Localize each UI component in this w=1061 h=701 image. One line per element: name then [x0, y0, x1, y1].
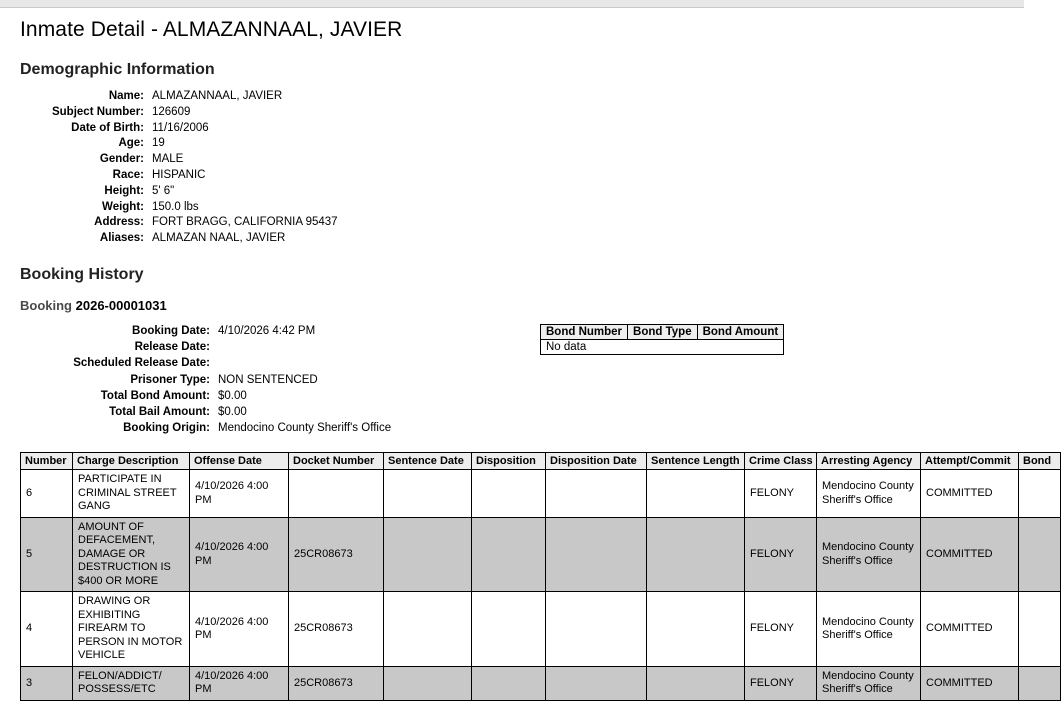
demographic-fields: [20, 89, 1024, 247]
bond-col-bond-number: Bond Number: [541, 324, 628, 339]
charges-col-attempt-commit: Attempt/Commit: [921, 453, 1019, 470]
value-race: HISPANIC: [152, 168, 206, 181]
charges-col-offense-date: Offense Date: [190, 453, 289, 470]
booking-fields: [20, 323, 540, 436]
demographic-row-height: [20, 184, 1024, 200]
cell-docket-number: 25CR08673: [289, 517, 384, 592]
cell-arresting-agency: Mendocino County Sheriff's Office: [817, 592, 921, 667]
cell-sentence-length: [647, 592, 745, 667]
cell-bond: [1019, 517, 1061, 592]
booking-number: 2026-00001031: [75, 297, 167, 313]
demographic-row-age: [20, 136, 1024, 152]
cell-number: 6: [21, 470, 73, 518]
cell-sentence-date: [384, 666, 472, 700]
cell-disposition: [472, 592, 546, 667]
cell-number: 4: [21, 592, 73, 667]
table-row: [21, 517, 1061, 592]
cell-sentence-date: [384, 517, 472, 592]
cell-arresting-agency: Mendocino County Sheriff's Office: [817, 470, 921, 518]
value-total-bond-amount: $0.00: [218, 389, 247, 402]
bond-table-empty-row: [541, 339, 784, 354]
label-date-of-birth: Date of Birth:: [71, 121, 144, 134]
value-prisoner-type: NON SENTENCED: [218, 373, 318, 386]
cell-offense-date: 4/10/2026 4:00 PM: [190, 592, 289, 667]
cell-attempt-commit: COMMITTED: [921, 470, 1019, 518]
label-age: Age:: [118, 137, 144, 150]
value-address: FORT BRAGG, CALIFORNIA 95437: [152, 216, 338, 229]
charges-col-disposition: Disposition: [472, 453, 546, 470]
cell-bond: [1019, 666, 1061, 700]
cell-sentence-date: [384, 592, 472, 667]
cell-crime-class: FELONY: [745, 517, 817, 592]
charges-col-crime-class: Crime Class: [745, 453, 817, 470]
bond-table: [540, 324, 784, 355]
cell-charge-description: DRAWING OR EXHIBITING FIREARM TO PERSON IN MOTOR VEHICLE: [73, 592, 190, 667]
demographic-row-aliases: [20, 231, 1024, 247]
inmate-detail-page: [0, 18, 1052, 701]
bond-table-header-row: [541, 324, 784, 339]
value-date-of-birth: 11/16/2006: [152, 121, 209, 134]
charges-col-number: Number: [21, 453, 73, 470]
label-aliases: Aliases:: [99, 232, 144, 245]
cell-attempt-commit: COMMITTED: [921, 666, 1019, 700]
bond-col-bond-type: Bond Type: [628, 324, 698, 339]
charges-col-charge-description: Charge Description: [73, 453, 190, 470]
bond-col-bond-amount: Bond Amount: [697, 324, 784, 339]
booking-number-heading: [20, 298, 1024, 313]
value-weight: 150.0 lbs: [152, 200, 199, 213]
cell-crime-class: FELONY: [745, 592, 817, 667]
booking-label: Booking: [20, 297, 72, 313]
charges-col-disposition-date: Disposition Date: [546, 453, 647, 470]
charges-table: [20, 452, 1061, 701]
demographic-row-address: [20, 215, 1024, 231]
cell-disposition-date: [546, 592, 647, 667]
demographic-section-heading: Demographic Information: [20, 61, 215, 78]
cell-number: 3: [21, 666, 73, 700]
cell-charge-description: AMOUNT OF DEFACEMENT, DAMAGE OR DESTRUCTION IS $400 OR MORE: [73, 517, 190, 592]
booking-row-scheduled-release-date: [20, 355, 540, 371]
booking-row-release-date: [20, 339, 540, 355]
cell-crime-class: FELONY: [745, 470, 817, 518]
charges-col-docket-number: Docket Number: [289, 453, 384, 470]
label-scheduled-release-date: Scheduled Release Date:: [73, 357, 210, 370]
label-release-date: Release Date:: [134, 341, 210, 354]
cell-offense-date: 4/10/2026 4:00 PM: [190, 517, 289, 592]
label-height: Height:: [104, 184, 144, 197]
cell-sentence-date: [384, 470, 472, 518]
browser-top-bar: [0, 0, 1024, 8]
charges-col-bond: Bond: [1019, 453, 1061, 470]
table-row: [21, 470, 1061, 518]
demographic-row-race: [20, 168, 1024, 184]
cell-arresting-agency: Mendocino County Sheriff's Office: [817, 517, 921, 592]
cell-number: 5: [21, 517, 73, 592]
cell-disposition: [472, 666, 546, 700]
charges-header-row: [21, 453, 1061, 470]
booking-row-booking-date: [20, 323, 540, 339]
cell-disposition-date: [546, 517, 647, 592]
cell-attempt-commit: COMMITTED: [921, 592, 1019, 667]
booking-detail-block: [20, 323, 1024, 436]
cell-offense-date: 4/10/2026 4:00 PM: [190, 470, 289, 518]
value-name: ALMAZANNAAL, JAVIER: [152, 90, 283, 102]
cell-bond: [1019, 592, 1061, 667]
label-booking-date: Booking Date:: [132, 324, 210, 337]
table-row: [21, 666, 1061, 700]
bond-table-no-data: No data: [541, 339, 784, 354]
cell-disposition: [472, 517, 546, 592]
label-gender: Gender:: [99, 153, 144, 166]
cell-disposition-date: [546, 666, 647, 700]
cell-charge-description: FELON/ADDICT/ POSSESS/ETC: [73, 666, 190, 700]
value-booking-date: 4/10/2026 4:42 PM: [218, 324, 316, 337]
table-row: [21, 592, 1061, 667]
label-address: Address:: [94, 216, 144, 229]
value-age: 19: [152, 137, 165, 150]
label-booking-origin: Booking Origin:: [123, 422, 210, 435]
cell-docket-number: [289, 470, 384, 518]
charges-col-arresting-agency: Arresting Agency: [817, 453, 921, 470]
cell-offense-date: 4/10/2026 4:00 PM: [190, 666, 289, 700]
label-weight: Weight:: [102, 200, 144, 213]
label-subject-number: Subject Number:: [51, 105, 144, 118]
value-subject-number: 126609: [152, 105, 191, 118]
value-total-bail-amount: $0.00: [218, 405, 247, 418]
value-gender: MALE: [152, 153, 184, 166]
demographic-row-weight: [20, 200, 1024, 216]
booking-row-total-bail-amount: [20, 404, 540, 420]
booking-row-booking-origin: [20, 420, 540, 436]
demographic-row-date-of-birth: [20, 121, 1024, 137]
demographic-row-subject-number: [20, 105, 1024, 121]
demographic-row-name: [20, 89, 1024, 105]
value-aliases: ALMAZAN NAAL, JAVIER: [152, 232, 286, 245]
cell-sentence-length: [647, 517, 745, 592]
label-race: Race:: [112, 168, 144, 181]
cell-docket-number: 25CR08673: [289, 592, 384, 667]
charges-col-sentence-date: Sentence Date: [384, 453, 472, 470]
booking-row-total-bond-amount: [20, 388, 540, 404]
cell-charge-description: PARTICIPATE IN CRIMINAL STREET GANG: [73, 470, 190, 518]
label-name: Name:: [108, 90, 144, 102]
cell-arresting-agency: Mendocino County Sheriff's Office: [817, 666, 921, 700]
cell-attempt-commit: COMMITTED: [921, 517, 1019, 592]
label-prisoner-type: Prisoner Type:: [130, 373, 210, 386]
cell-sentence-length: [647, 470, 745, 518]
cell-crime-class: FELONY: [745, 666, 817, 700]
value-booking-origin: Mendocino County Sheriff's Office: [218, 422, 392, 435]
demographic-row-gender: [20, 152, 1024, 168]
page-title: Inmate Detail - ALMAZANNAAL, JAVIER: [20, 18, 403, 41]
booking-row-prisoner-type: [20, 372, 540, 388]
charges-col-sentence-length: Sentence Length: [647, 453, 745, 470]
cell-disposition-date: [546, 470, 647, 518]
label-total-bond-amount: Total Bond Amount:: [100, 389, 210, 402]
cell-sentence-length: [647, 666, 745, 700]
cell-bond: [1019, 470, 1061, 518]
cell-docket-number: 25CR08673: [289, 666, 384, 700]
booking-history-heading: Booking History: [20, 265, 144, 283]
cell-disposition: [472, 470, 546, 518]
value-height: 5' 6": [152, 184, 175, 197]
label-total-bail-amount: Total Bail Amount:: [109, 405, 210, 418]
